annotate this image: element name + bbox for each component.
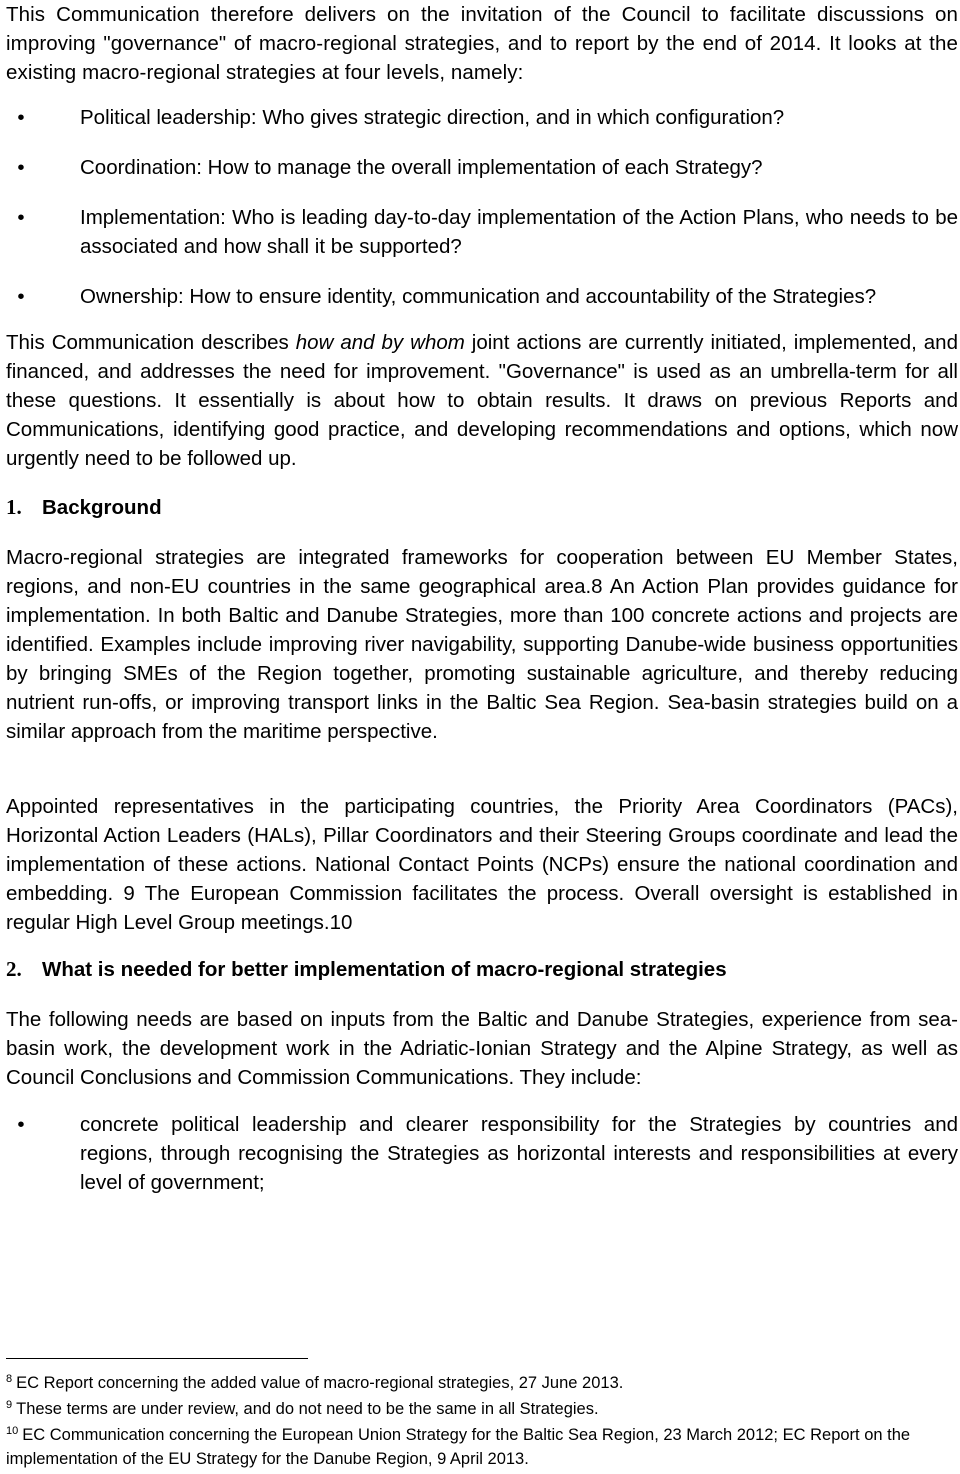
section-heading-needs: [6, 955, 727, 984]
bullet-icon: •: [17, 285, 25, 308]
level-coordination: Coordination: How to manage the overall implementation of each Strategy?: [80, 156, 763, 179]
footnote: [6, 1397, 946, 1421]
footnote: [6, 1423, 946, 1471]
level-implementation: Implementation: Who is leading day-to-day implementation of the Action Plans, who needs to be associated and how shall it be supported?: [80, 206, 958, 258]
bullet-icon: •: [17, 206, 25, 229]
footnote-divider: [6, 1358, 308, 1359]
footnote-text: These terms are under review, and do not need to be the same in all Strategies.: [16, 1400, 599, 1418]
needs-paragraph: The following needs are based on inputs from the Baltic and Danube Strategies, experience from sea-basin work, the development work in the Adriatic-Ionian Strategy and the Alpine Strategy, as well as Council Conclusions and Commission Communications. They include:: [6, 1008, 958, 1089]
footnote-mark: 9: [6, 1399, 13, 1411]
intro-paragraph: This Communication therefore delivers on the invitation of the Council to facilitate discussions on improving "governance" of macro-regional strategies, and to report by the end of 2014. It looks at the existing macro-regional strategies at four levels, namely:: [6, 3, 958, 84]
footnote-text: EC Communication concerning the European Union Strategy for the Baltic Sea Region, 23 March 2012; EC Report on the implementation of the EU Strategy for the Danube Region, 9 April 2013.: [6, 1426, 911, 1468]
level-political-leadership: Political leadership: Who gives strategic direction, and in which configuration?: [80, 106, 785, 129]
section-number: 1.: [6, 495, 22, 519]
footnote-text: EC Report concerning the added value of macro-regional strategies, 27 June 2013.: [16, 1374, 624, 1392]
section-title: Background: [42, 496, 162, 519]
background-paragraph-1: Macro-regional strategies are integrated frameworks for cooperation between EU Member States, regions, and non-EU countries in the same geographical area.8 An Action Plan provides guidance for implementation. In both Baltic and Danube Strategies, more than 100 concrete actions and projects are identified. Examples include improving river navigability, supporting Danube-wide business opportunities by bringing SMEs of the Region together, promoting sustainable agriculture, and thereby reducing nutrient run-offs, or improving transport links in the Baltic Sea Region. Sea-basin strategies build on a similar approach from the maritime perspective.: [6, 546, 958, 743]
footnote-mark: 8: [6, 1373, 13, 1385]
intro-paragraph-governance: This Communication describes how and by whom joint actions are currently initiated, implemented, and financed, and addresses the need for improvement. "Governance" is used as an umbrella-term for all these questions. It essentially is about how to obtain results. It draws on previous Reports and Communications, identifying good practice, and developing recommendations and options, which now urgently need to be followed up.: [6, 331, 958, 470]
bullet-icon: •: [17, 106, 25, 129]
section-heading-background: [6, 493, 162, 522]
bullet-icon: •: [17, 1113, 25, 1136]
bullet-icon: •: [17, 156, 25, 179]
section-number: 2.: [6, 957, 22, 981]
background-paragraph-2: Appointed representatives in the participating countries, the Priority Area Coordinators (PACs), Horizontal Action Leaders (HALs), Pillar Coordinators and their Steering Groups coordinate and lead the implementation of these actions. National Contact Points (NCPs) ensure the national coordination and embedding. 9 The European Commission facilitates the process. Overall oversight is established in regular High Level Group meetings.10: [6, 795, 958, 934]
need-political-leadership: concrete political leadership and clearer responsibility for the Strategies by countries and regions, through recognising the Strategies as horizontal interests and responsibilities at every level of government;: [80, 1113, 958, 1194]
footnote-mark: 10: [6, 1425, 19, 1437]
footnote: [6, 1371, 946, 1395]
section-title: What is needed for better implementation of macro-regional strategies: [42, 958, 727, 981]
level-ownership: Ownership: How to ensure identity, communication and accountability of the Strategies?: [80, 285, 877, 308]
